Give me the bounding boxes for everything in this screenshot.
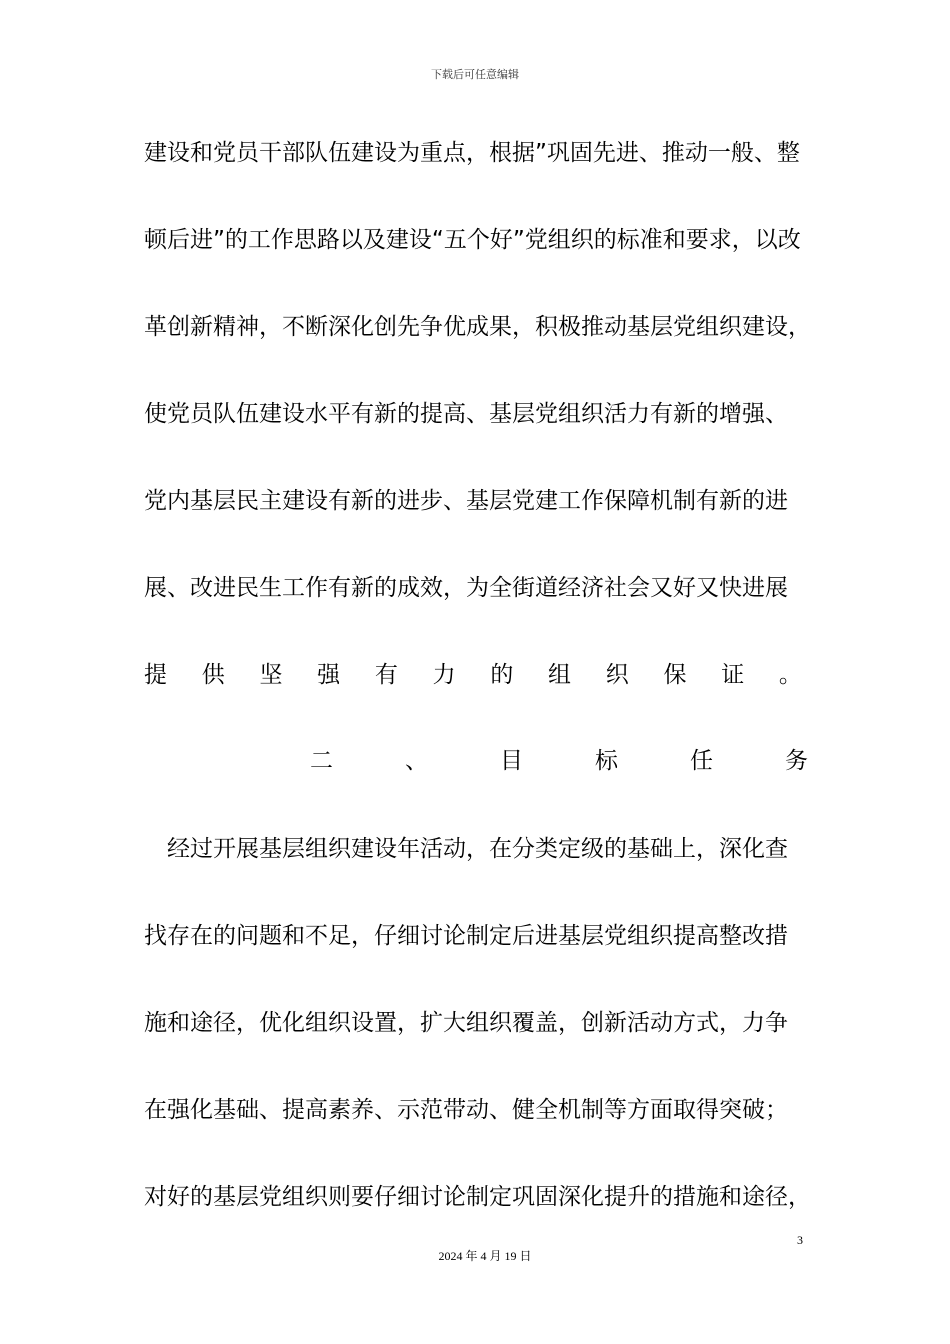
heading-char: 、: [405, 748, 428, 774]
section-heading: [310, 746, 808, 776]
paragraph-line: 找存在的问题和不足，仔细讨论制定后进基层党组织提高整改措: [144, 923, 788, 949]
header-note: 下载后可任意编辑: [431, 68, 519, 81]
char: 组: [548, 662, 572, 688]
char: 的: [490, 662, 514, 688]
char: 坚: [259, 662, 283, 688]
page-number: 3: [797, 1233, 803, 1247]
char: 。: [778, 662, 802, 688]
char: 供: [201, 662, 225, 688]
paragraph-line: 施和途径，优化组织设置，扩大组织覆盖，创新活动方式，力争: [144, 1010, 788, 1036]
char: 力: [432, 662, 456, 688]
paragraph-line: 展、改进民生工作有新的成效，为全街道经济社会又好又快进展: [144, 575, 788, 601]
paragraph-line: 使党员队伍建设水平有新的提高、基层党组织活力有新的增强、: [144, 401, 788, 427]
paragraph-line: 经过开展基层组织建设年活动，在分类定级的基础上，深化查: [144, 836, 788, 862]
char: 证: [721, 662, 745, 688]
justified-line: [144, 660, 802, 690]
char: 提: [144, 662, 167, 688]
char: 有: [374, 662, 398, 688]
heading-char: 任: [690, 748, 713, 774]
heading-char: 二: [310, 748, 333, 774]
paragraph-line: 党内基层民主建设有新的进步、基层党建工作保障机制有新的进: [144, 488, 788, 514]
heading-char: 标: [595, 748, 618, 774]
heading-char: 目: [500, 748, 523, 774]
paragraph-line: 在强化基础、提高素养、示范带动、健全机制等方面取得突破；: [144, 1097, 788, 1123]
paragraph-line: 革创新精神，不断深化创先争优成果，积极推动基层党组织建设，: [144, 314, 811, 340]
paragraph-line: 对好的基层党组织则要仔细讨论制定巩固深化提升的措施和途径，: [144, 1184, 811, 1210]
char: 织: [605, 662, 629, 688]
paragraph-line: 建设和党员干部队伍建设为重点，根据”巩固先进、推动一般、整: [144, 140, 800, 166]
footer-date: 2024 年 4 月 19 日: [438, 1249, 532, 1263]
paragraph-line: 顿后进”的工作思路以及建设“五个好”党组织的标准和要求，以改: [144, 227, 801, 253]
char: 保: [663, 662, 687, 688]
char: 强: [317, 662, 341, 688]
heading-char: 务: [785, 748, 808, 774]
